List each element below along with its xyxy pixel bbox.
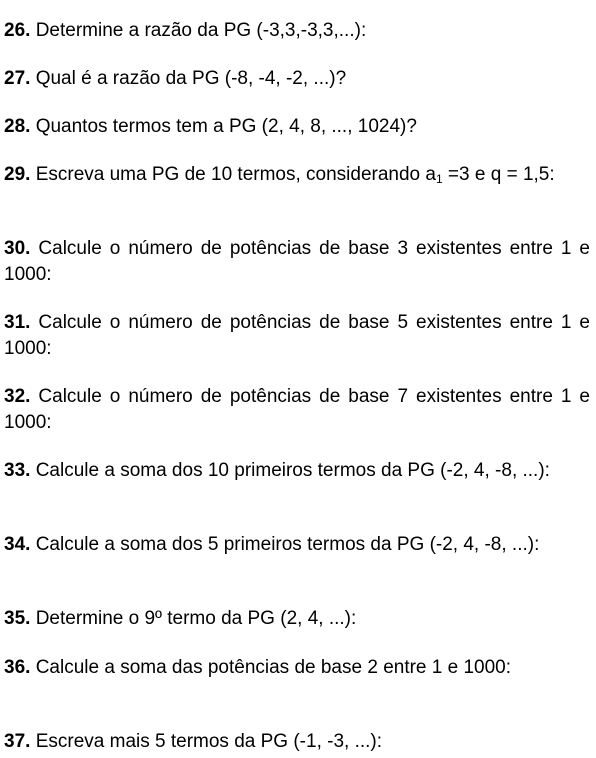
question-text: Calcule a soma dos 10 primeiros termos da PG (-2, 4, -8, ...): [30, 460, 550, 481]
question-text-continued: =3 e q = 1,5: [442, 164, 555, 185]
question-36 [4, 655, 590, 681]
question-number: 26. [4, 20, 31, 41]
question-text: Calcule o número de potências de base 5 existentes entre 1 e 1000: [4, 312, 590, 359]
question-28 [4, 114, 590, 140]
question-text: Quantos termos tem a PG (2, 4, 8, ..., 1024)? [30, 116, 417, 137]
question-35 [4, 606, 590, 632]
question-32 [4, 384, 590, 436]
question-text: Calcule a soma das potências de base 2 entre 1 e 1000: [30, 657, 512, 678]
question-number: 36. [4, 657, 31, 678]
question-number: 37. [4, 731, 31, 752]
question-number: 34. [4, 534, 31, 555]
question-number: 32. [4, 386, 31, 407]
subscript: 1 [435, 172, 443, 186]
question-number: 33. [4, 460, 31, 481]
question-29 [4, 162, 590, 188]
question-37 [4, 729, 590, 755]
question-26 [4, 18, 590, 44]
question-27 [4, 66, 590, 92]
question-text: Calcule a soma dos 5 primeiros termos da PG (-2, 4, -8, ...): [30, 534, 540, 555]
question-31 [4, 310, 590, 362]
question-text: Calcule o número de potências de base 7 existentes entre 1 e 1000: [4, 386, 590, 433]
question-number: 30. [4, 238, 31, 259]
question-text: Qual é a razão da PG (-8, -4, -2, ...)? [30, 68, 347, 89]
question-number: 35. [4, 608, 31, 629]
question-number: 28. [4, 116, 31, 137]
question-number: 29. [4, 164, 31, 185]
question-number: 27. [4, 68, 31, 89]
question-30 [4, 236, 590, 288]
question-text: Determine a razão da PG (-3,3,-3,3,...): [30, 20, 367, 41]
question-33 [4, 458, 590, 484]
question-number: 31. [4, 312, 31, 333]
question-text: Escreva uma PG de 10 termos, considerando a [30, 164, 436, 185]
question-text: Escreva mais 5 termos da PG (-1, -3, ...): [30, 731, 383, 752]
question-text: Determine o 9º termo da PG (2, 4, ...): [30, 608, 357, 629]
question-text: Calcule o número de potências de base 3 existentes entre 1 e 1000: [4, 238, 590, 285]
question-34 [4, 532, 590, 558]
